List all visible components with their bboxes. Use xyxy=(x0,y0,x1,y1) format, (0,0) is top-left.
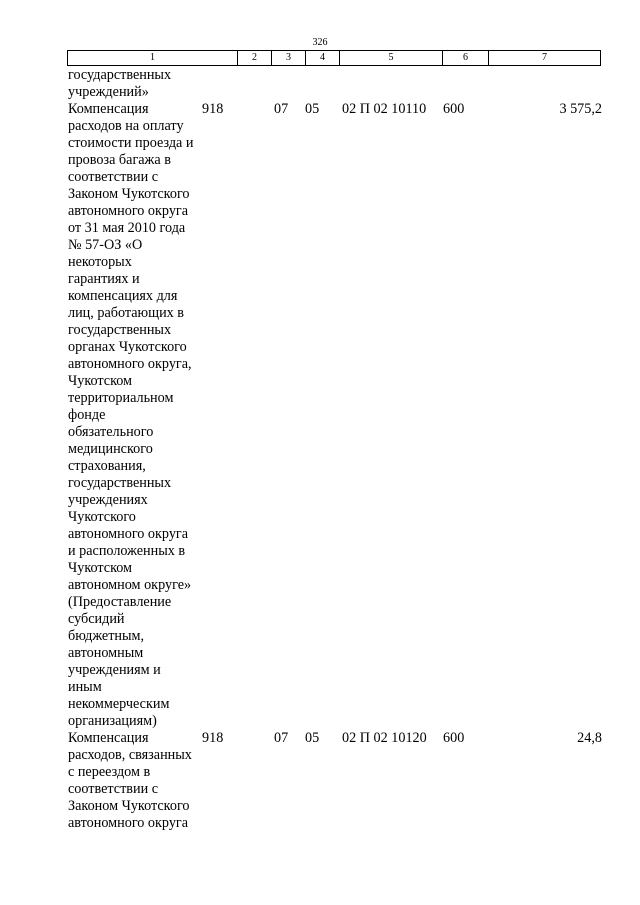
row-description: Компенсация расходов, связанных с переездом в соответствии с Законом Чукотского автономного округа xyxy=(68,730,192,831)
row-description: Компенсация расходов на оплату стоимости проезда и провоза багажа в соответствии с Законом Чукотского автономного округа от 31 мая 2010 года № 57-ОЗ «О некоторых гарантиях и компенсациях для лиц, работающих в государственных органах Чукотского автономного округа, Чукотском территориальном фонде обязательного медицинского страхования, государственных учреждениях Чукотского автономного округа и расположенных в Чукотском автономном округе» (Предоставление субсидий бюджетным, автономным учреждениям и иным некоммерческим организациям) xyxy=(68,101,194,729)
row-section: 07 xyxy=(274,101,289,117)
table-row xyxy=(0,101,640,730)
row-expense-type: 600 xyxy=(443,730,465,746)
column-header-7: 7 xyxy=(489,51,601,66)
row-expense-type: 600 xyxy=(443,101,465,117)
column-header-2: 2 xyxy=(238,51,272,66)
row-department-code: 918 xyxy=(202,730,224,746)
row-amount: 24,8 xyxy=(577,730,602,746)
budget-table-body xyxy=(0,67,640,832)
column-header-1: 1 xyxy=(68,51,238,66)
row-subsection: 05 xyxy=(305,730,320,746)
column-header-3: 3 xyxy=(272,51,306,66)
row-section: 07 xyxy=(274,730,289,746)
row-target-article: 02 П 02 10120 xyxy=(342,730,427,746)
column-header-row xyxy=(68,51,601,66)
table-row xyxy=(0,730,640,832)
row-amount: 3 575,2 xyxy=(559,101,602,117)
column-header-6: 6 xyxy=(443,51,489,66)
column-header-5: 5 xyxy=(340,51,443,66)
row-target-article: 02 П 02 10110 xyxy=(342,101,427,117)
row-department-code: 918 xyxy=(202,101,224,117)
row-description: государственных учреждений» xyxy=(68,67,172,100)
column-header-4: 4 xyxy=(306,51,340,66)
row-subsection: 05 xyxy=(305,101,320,117)
page-number: 326 xyxy=(312,37,328,48)
table-row xyxy=(0,67,640,101)
column-header-table xyxy=(67,50,601,66)
